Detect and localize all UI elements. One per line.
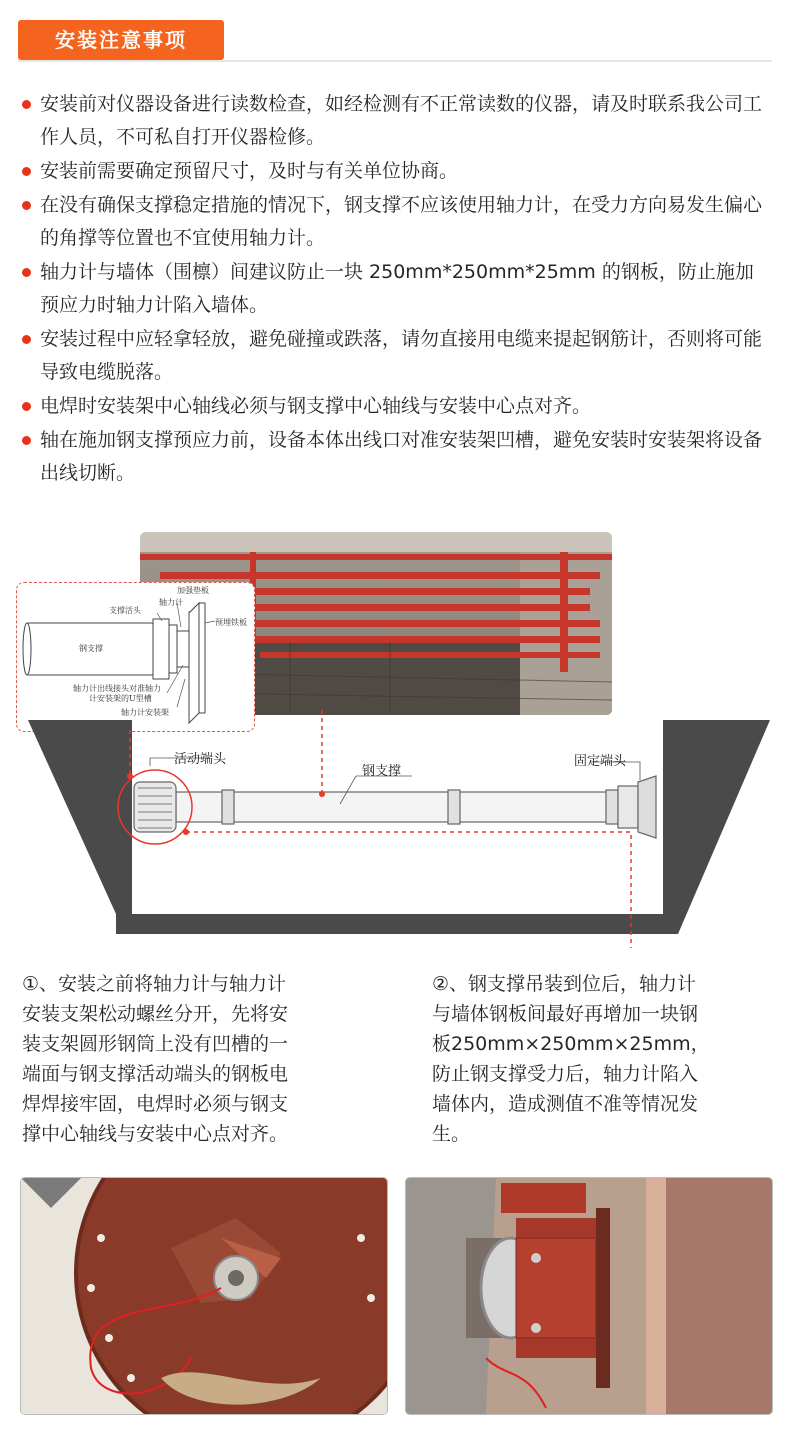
step-2-line: 板250mm×250mm×25mm， bbox=[432, 1033, 710, 1055]
bullet-icon bbox=[22, 436, 31, 445]
bullet-icon bbox=[22, 268, 31, 277]
bullet-icon bbox=[22, 201, 31, 210]
note-text: 安装前对仪器设备进行读数检查，如经检测有不正常读数的仪器，请及时联系我公司工作人员，不可私自打开仪器检修。 bbox=[40, 93, 763, 148]
title-divider bbox=[18, 60, 772, 62]
step-1-line: 撑中心轴线与安装中心点对齐。 bbox=[22, 1123, 289, 1145]
step-2-line: 墙体内，造成测值不准等情况发 bbox=[432, 1093, 699, 1115]
inset-label-embedded-plate: 预埋铁板 bbox=[215, 618, 247, 627]
notes-list bbox=[22, 88, 772, 491]
step-1-line: 装支架圆形钢筒上没有凹槽的一 bbox=[22, 1033, 289, 1055]
support-diagram bbox=[0, 700, 790, 950]
step-1-line: 端面与钢支撑活动端头的钢板电 bbox=[22, 1063, 289, 1085]
inset-label-reinforce-plate: 加强垫板 bbox=[177, 586, 209, 595]
step-2-line: 防止钢支撑受力后，轴力计陷入 bbox=[432, 1063, 699, 1085]
note-text: 安装前需要确定预留尺寸，及时与有关单位协商。 bbox=[40, 160, 459, 182]
diagram-label-steel-support: 钢支撑 bbox=[362, 764, 402, 779]
section-title: 安装注意事项 bbox=[18, 20, 224, 60]
inset-label-mount-frame: 轴力计安装架 bbox=[121, 708, 169, 717]
note-text: 轴在施加钢支撑预应力前，设备本体出线口对准安装架凹槽，避免安装时安装架将设备出线切断。 bbox=[40, 429, 763, 484]
step-2-line: ②、钢支撑吊装到位后，轴力计 bbox=[432, 973, 697, 995]
inset-label-cable-note-2: 计安装架的U型槽 bbox=[89, 694, 152, 703]
diagram-label-active-end: 活动端头 bbox=[174, 752, 227, 767]
inset-label-steel-support: 钢支撑 bbox=[79, 644, 103, 653]
list-item bbox=[22, 155, 772, 188]
step-2-text bbox=[432, 969, 777, 1149]
list-item bbox=[22, 323, 772, 389]
note-text: 轴力计与墙体（围檩）间建议防止一块 250mm*250mm*25mm 的钢板，防止施加预应力时轴力计陷入墙体。 bbox=[40, 261, 754, 316]
bullet-icon bbox=[22, 402, 31, 411]
note-text: 安装过程中应轻拿轻放，避免碰撞或跌落，请勿直接用电缆来提起钢筋计，否则将可能导致电缆脱落。 bbox=[40, 328, 763, 383]
inset-label-cable-note-1: 轴力计出线接头对准轴力 bbox=[73, 684, 161, 693]
step-1-line: ①、安装之前将轴力计与轴力计 bbox=[22, 973, 287, 995]
step-2-line: 与墙体钢板间最好再增加一块钢 bbox=[432, 1003, 699, 1025]
meter-installed-photo bbox=[405, 1177, 773, 1415]
step-1-text bbox=[22, 969, 392, 1149]
list-item bbox=[22, 390, 772, 423]
inset-label-support-head: 支撑活头 bbox=[109, 606, 141, 615]
list-item bbox=[22, 189, 772, 255]
list-item bbox=[22, 424, 772, 490]
bullet-icon bbox=[22, 335, 31, 344]
inset-label-axial-meter: 轴力计 bbox=[159, 598, 183, 607]
bullet-icon bbox=[22, 167, 31, 176]
note-text: 电焊时安装架中心轴线必须与钢支撑中心轴线与安装中心点对齐。 bbox=[40, 395, 592, 417]
note-text: 在没有确保支撑稳定措施的情况下，钢支撑不应该使用轴力计，在受力方向易发生偏心的角撑等位置也不宜使用轴力计。 bbox=[40, 194, 763, 249]
bullet-icon bbox=[22, 100, 31, 109]
step-1-line: 安装支架松动螺丝分开，先将安 bbox=[22, 1003, 289, 1025]
diagram-label-fixed-end: 固定端头 bbox=[574, 754, 627, 769]
list-item bbox=[22, 88, 772, 154]
weld-mount-photo bbox=[20, 1177, 388, 1415]
step-1-line: 焊焊接牢固，电焊时必须与钢支 bbox=[22, 1093, 289, 1115]
step-2-line: 生。 bbox=[432, 1123, 471, 1145]
list-item bbox=[22, 256, 772, 322]
